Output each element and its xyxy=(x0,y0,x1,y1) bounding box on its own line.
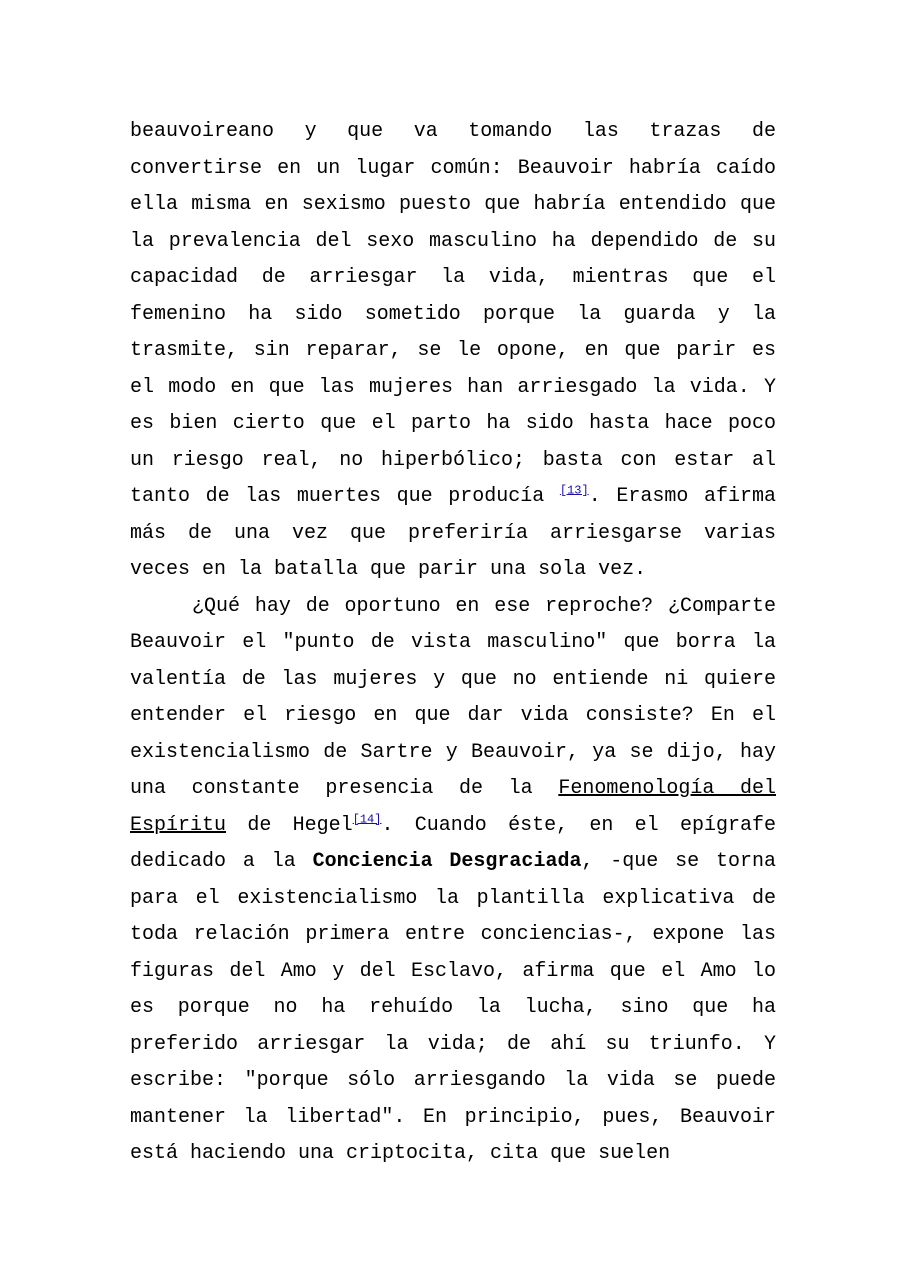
paragraph-2-text-d: , -que se torna para el existencialismo la plantilla explicativa de toda relación primera entre conciencias-, expone las figuras del Amo y del Esclavo, afirma que el Amo lo es porque no ha rehuído la lucha, sino que ha preferido arriesgar la vida; de ahí su triunfo. Y escribe: "porque sólo arriesgando la vida se puede mantener la libertad". En principio, pues, Beauvoir está haciendo una criptocita, cita que suelen xyxy=(130,850,777,1165)
paragraph-1-text-b: . Erasmo afirma más de una vez que preferiría arriesgarse varias veces en la batalla que parir una sola vez. xyxy=(130,485,776,581)
footnote-link-13[interactable]: [13] xyxy=(559,483,589,498)
paragraph-2 xyxy=(130,589,776,1173)
book-title-underlined: Fenomenología del Espíritu xyxy=(130,777,776,837)
paragraph-2-text-a: ¿Qué hay de oportuno en ese reproche? ¿Comparte Beauvoir el "punto de vista masculino" que borra la valentía de las mujeres y que no entiende ni quiere entender el riesgo en que dar vida consiste? En el existencialismo de Sartre y Beauvoir, ya se dijo, hay una constante presencia de la xyxy=(130,594,776,800)
paragraph-1 xyxy=(130,114,776,589)
paragraph-2-text-b: de Hegel xyxy=(226,813,353,837)
paragraph-2-text-c: . Cuando éste, en el epígrafe dedicado a la xyxy=(130,813,776,873)
document-page xyxy=(130,114,776,1173)
bold-term: Conciencia Desgraciada xyxy=(312,850,582,873)
paragraph-1-text-a: beauvoireano y que va tomando las trazas de convertirse en un lugar común: Beauvoir habría caído ella misma en sexismo puesto que habría entendido que la prevalencia del sexo masculino ha dependido de su capacidad de arriesgar la vida, mientras que el femenino ha sido sometido porque la guarda y la trasmite, sin reparar, se le opone, en que parir es el modo en que las mujeres han arriesgado la vida. Y es bien cierto que el parto ha sido hasta hace poco un riesgo real, no hiperbólico; basta con estar al tanto de las muertes que producía xyxy=(130,120,776,508)
footnote-link-14[interactable]: [14] xyxy=(352,811,382,826)
